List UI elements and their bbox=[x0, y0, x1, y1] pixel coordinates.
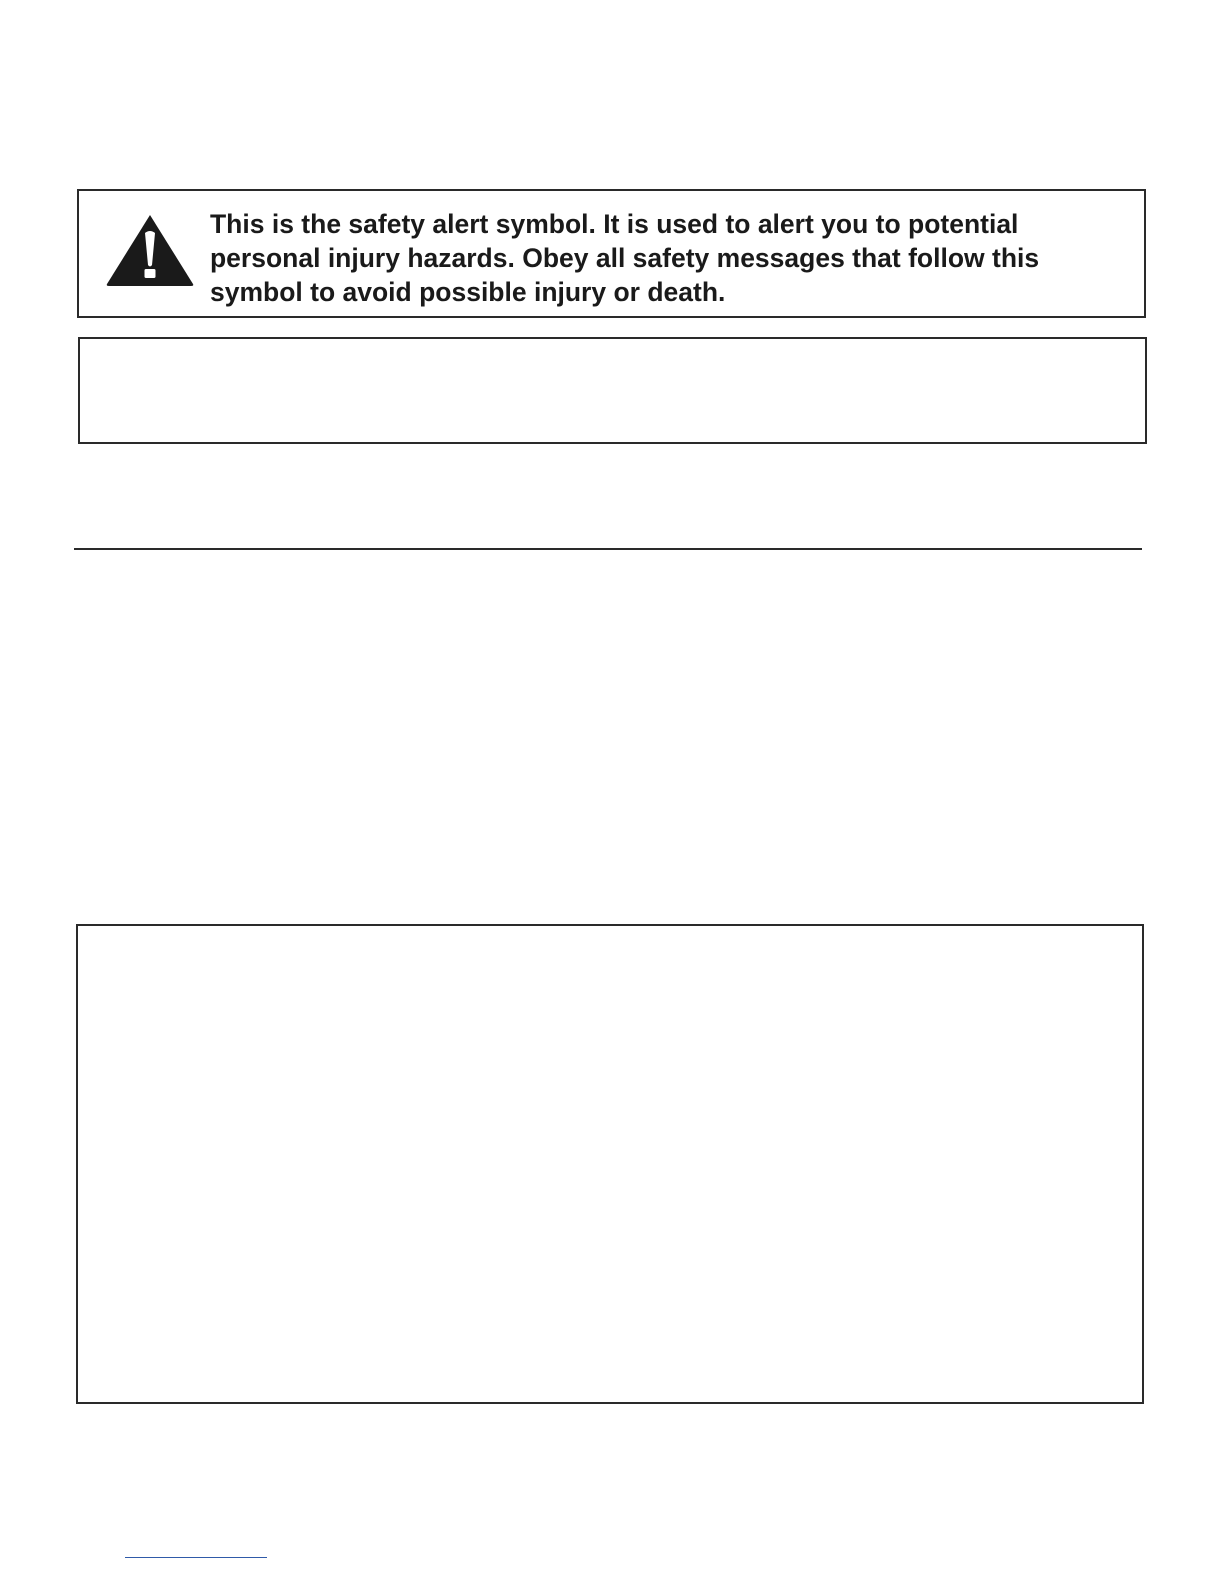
safety-alert-box bbox=[77, 189, 1146, 318]
footer-rule bbox=[125, 1557, 267, 1558]
section-divider bbox=[74, 548, 1142, 550]
message-box-empty bbox=[78, 337, 1147, 444]
safety-alert-text: This is the safety alert symbol. It is used to alert you to potential personal injury hazards. Obey all safety messages that follow this symbol to avoid possible injury or death. bbox=[210, 209, 1040, 307]
content-box-empty bbox=[76, 924, 1144, 1404]
warning-triangle-icon bbox=[104, 213, 196, 287]
